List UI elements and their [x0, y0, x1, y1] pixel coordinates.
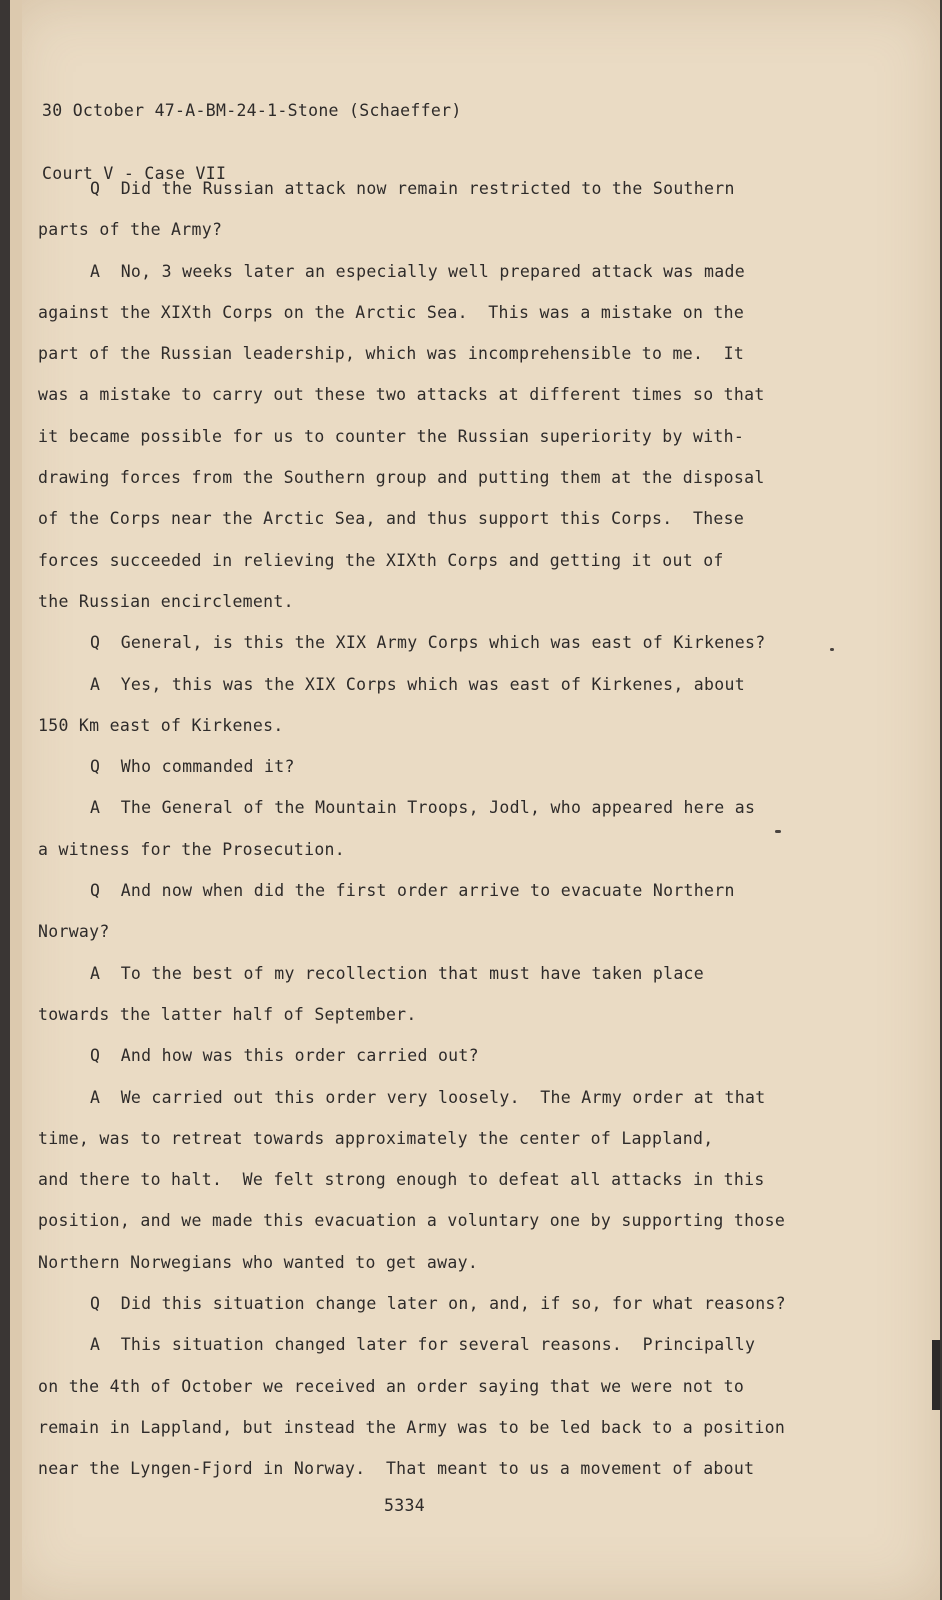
transcript-line: Q General, is this the XIX Army Corps which was east of Kirkenes?: [90, 633, 766, 653]
transcript-line: Q Did the Russian attack now remain restricted to the Southern: [90, 179, 735, 198]
document-page: [10, 0, 940, 1600]
header-case-line: 30 October 47-A-BM-24-1-Stone (Schaeffer): [42, 101, 462, 120]
transcript-line: A Yes, this was the XIX Corps which was east of Kirkenes, about: [90, 674, 745, 694]
transcript-line: Q Did this situation change later on, and, if so, for what reasons?: [90, 1294, 786, 1314]
binding-edge: [10, 0, 22, 1600]
transcript-line: and there to halt. We felt strong enough to defeat all attacks in this: [38, 1170, 765, 1190]
transcript-line: Q Who commanded it?: [90, 757, 295, 777]
transcript-line: part of the Russian leadership, which was incomprehensible to me. It: [38, 344, 745, 364]
transcript-line: parts of the Army?: [38, 220, 223, 240]
transcript-line: it became possible for us to counter the Russian superiority by with-: [38, 426, 745, 446]
transcript-line: was a mistake to carry out these two attacks at different times so that: [38, 385, 765, 405]
transcript-line: position, and we made this evacuation a voluntary one by supporting those: [38, 1211, 786, 1231]
header-court-line: Court V - Case VII: [42, 164, 227, 183]
transcript-line: Norway?: [38, 922, 110, 942]
transcript-line: Northern Norwegians who wanted to get away.: [38, 1252, 479, 1272]
page-number: 5334: [384, 1496, 425, 1515]
transcript-line: drawing forces from the Southern group and putting them at the disposal: [38, 468, 765, 488]
transcript-line: A The General of the Mountain Troops, Jodl, who appeared here as: [90, 798, 756, 818]
transcript-line: against the XIXth Corps on the Arctic Sea. This was a mistake on the: [38, 302, 745, 322]
ink-speck: [830, 648, 834, 651]
transcript-line: forces succeeded in relieving the XIXth Corps and getting it out of: [38, 550, 724, 570]
transcript-line: A This situation changed later for several reasons. Principally: [90, 1335, 756, 1355]
transcript-line: Q And now when did the first order arrive to evacuate Northern: [90, 881, 735, 901]
transcript-line: A To the best of my recollection that must have taken place: [90, 963, 705, 983]
transcript-line: A We carried out this order very loosely. The Army order at that: [90, 1087, 766, 1107]
transcript-line: time, was to retreat towards approximately the center of Lappland,: [38, 1128, 714, 1148]
transcript-line: remain in Lappland, but instead the Army was to be led back to a position: [38, 1417, 786, 1437]
transcript-line: 150 Km east of Kirkenes.: [38, 715, 284, 735]
transcript-line: of the Corps near the Arctic Sea, and thus support this Corps. These: [38, 509, 745, 529]
transcript-line: a witness for the Prosecution.: [38, 839, 346, 859]
transcript-line: on the 4th of October we received an order saying that we were not to: [38, 1376, 745, 1396]
page-tab-mark: [932, 1340, 940, 1410]
transcript-line: the Russian encirclement.: [38, 591, 294, 611]
transcript-line: A No, 3 weeks later an especially well prepared attack was made: [90, 261, 745, 281]
ink-speck: [775, 830, 781, 833]
transcript-line: near the Lyngen-Fjord in Norway. That meant to us a movement of about: [38, 1459, 755, 1479]
transcript-line: towards the latter half of September.: [38, 1004, 417, 1024]
transcript-body: [38, 179, 918, 1501]
transcript-line: Q And how was this order carried out?: [90, 1046, 479, 1066]
